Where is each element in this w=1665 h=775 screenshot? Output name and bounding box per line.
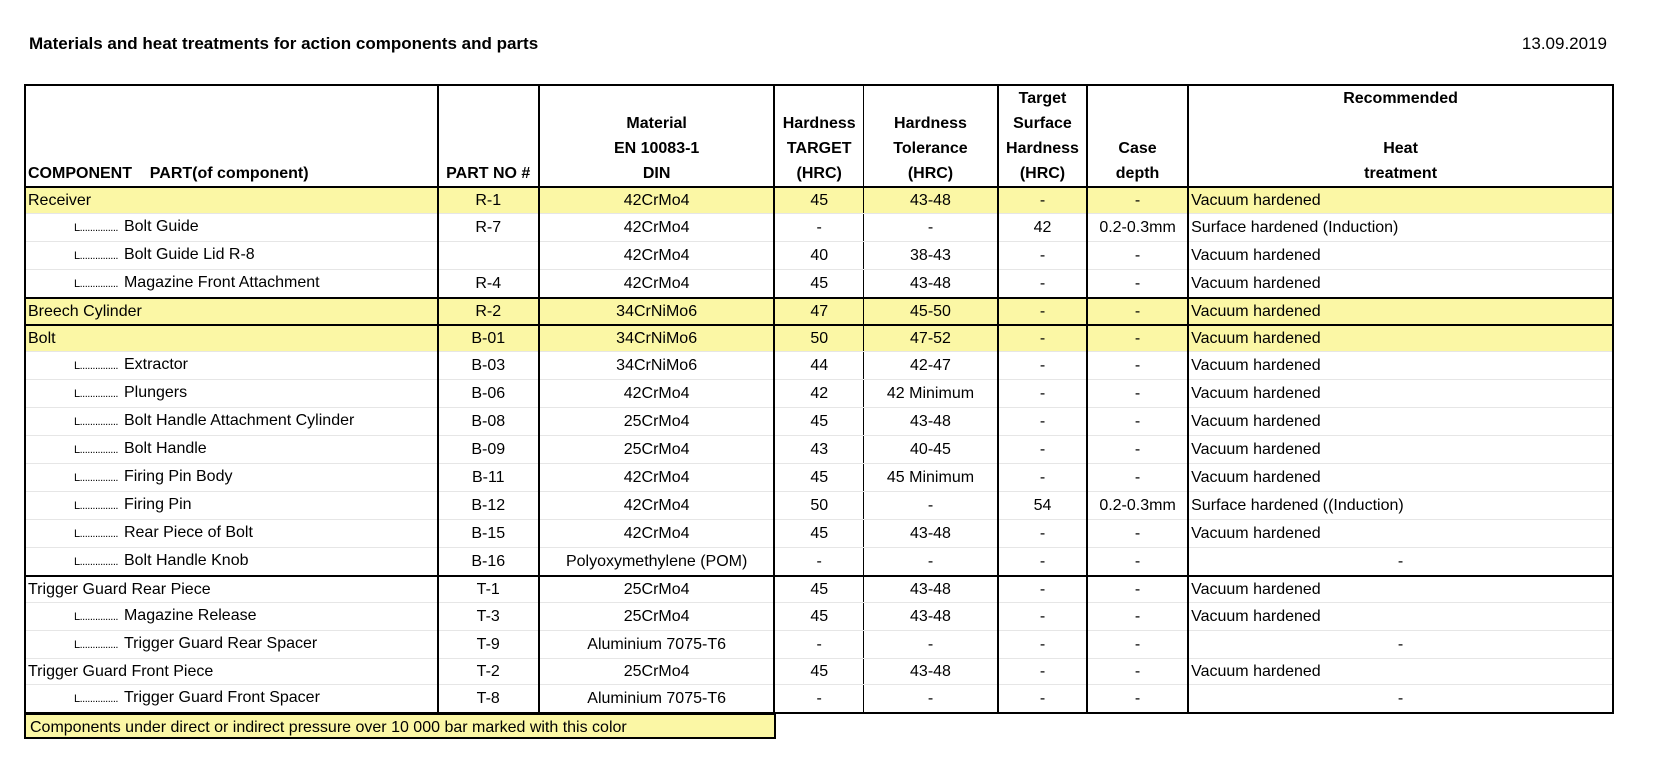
part-name-cell [25,380,438,408]
part-name-cell [25,520,438,548]
part-no-cell: B-03 [438,352,539,380]
part-name-cell [25,685,438,714]
material-cell: 25CrMo4 [539,408,775,436]
heat-treatment-cell: Vacuum hardened [1188,408,1613,436]
hardness-tolerance-cell: - [863,214,998,242]
row-name: Firing Pin [123,496,192,513]
table-row [25,352,1613,380]
table-row [25,685,1613,714]
case-depth-cell: - [1087,685,1188,714]
hardness-tolerance-cell: 45-50 [863,298,998,325]
part-no-cell: T-1 [438,576,539,603]
material-cell: 42CrMo4 [539,187,775,214]
heat-treatment-cell: Surface hardened (Induction) [1188,214,1613,242]
row-name: Bolt Handle Attachment Cylinder [123,412,355,429]
material-cell: Polyoxymethylene (POM) [539,548,775,577]
part-name-cell [25,214,438,242]
heat-treatment-cell: Surface hardened ((Induction) [1188,492,1613,520]
heat-treatment-cell: Vacuum hardened [1188,436,1613,464]
row-name: Bolt Handle [123,440,207,457]
hardness-tolerance-cell: 43-48 [863,270,998,299]
hardness-target-cell: 45 [774,187,863,214]
hardness-target-cell: 45 [774,408,863,436]
case-depth-cell: - [1087,603,1188,631]
part-name-cell [25,631,438,659]
hardness-tolerance-cell: 43-48 [863,576,998,603]
subpart-prefix: L............... [74,388,118,400]
table-row [25,548,1613,577]
case-depth-cell: 0.2-0.3mm [1087,492,1188,520]
case-depth-cell: - [1087,520,1188,548]
surface-hardness-cell: 54 [998,492,1087,520]
header-surface-hardness: Target Surface Hardness (HRC) [998,85,1087,187]
table-row [25,325,1613,352]
part-no-cell: R-7 [438,214,539,242]
part-name-cell [25,492,438,520]
row-name: Plungers [123,384,188,401]
part-no-cell: R-4 [438,270,539,299]
surface-hardness-cell: - [998,380,1087,408]
case-depth-cell: - [1087,659,1188,685]
hardness-tolerance-cell: 38-43 [863,242,998,270]
highlight-legend: Components under direct or indirect pressure over 10 000 bar marked with this color [24,713,776,739]
part-name-cell [25,408,438,436]
heat-treatment-cell: Vacuum hardened [1188,270,1613,299]
subpart-prefix: L............... [74,472,118,484]
surface-hardness-cell: - [998,659,1087,685]
heat-treatment-cell: - [1188,548,1613,577]
part-no-cell: B-15 [438,520,539,548]
hardness-tolerance-cell: - [863,492,998,520]
hardness-tolerance-cell: 40-45 [863,436,998,464]
part-no-cell: B-11 [438,464,539,492]
material-cell: 42CrMo4 [539,214,775,242]
hardness-target-cell: 44 [774,352,863,380]
surface-hardness-cell: - [998,436,1087,464]
surface-hardness-cell: - [998,603,1087,631]
table-row [25,659,1613,685]
materials-table [24,84,1614,714]
surface-hardness-cell: - [998,408,1087,436]
heat-treatment-cell: Vacuum hardened [1188,242,1613,270]
header-component-part [25,85,438,187]
row-name: Bolt [28,330,56,347]
table-row [25,270,1613,299]
hardness-target-cell: 45 [774,520,863,548]
subpart-prefix: L............... [74,250,118,262]
subpart-prefix: L............... [74,556,118,568]
table-body [25,187,1613,713]
header-hardness-target: Hardness TARGET (HRC) [774,85,863,187]
case-depth-cell: - [1087,548,1188,577]
heat-treatment-cell: Vacuum hardened [1188,352,1613,380]
header-hardness-tolerance: Hardness Tolerance (HRC) [863,85,998,187]
table-row [25,464,1613,492]
table-row [25,242,1613,270]
table-row [25,492,1613,520]
material-cell: 25CrMo4 [539,603,775,631]
part-no-cell: B-16 [438,548,539,577]
surface-hardness-cell: 42 [998,214,1087,242]
material-cell: 42CrMo4 [539,242,775,270]
case-depth-cell: - [1087,325,1188,352]
component-name-cell [25,298,438,325]
hardness-tolerance-cell: 42 Minimum [863,380,998,408]
hardness-target-cell: - [774,548,863,577]
case-depth-cell: - [1087,352,1188,380]
material-cell: 34CrNiMo6 [539,298,775,325]
case-depth-cell: - [1087,464,1188,492]
part-no-cell: T-8 [438,685,539,714]
part-no-cell: B-09 [438,436,539,464]
material-cell: Aluminium 7075-T6 [539,631,775,659]
table-row [25,603,1613,631]
hardness-tolerance-cell: 43-48 [863,187,998,214]
hardness-tolerance-cell: 43-48 [863,408,998,436]
hardness-target-cell: 45 [774,603,863,631]
header-part-no: PART NO # [438,85,539,187]
hardness-tolerance-cell: 43-48 [863,520,998,548]
heat-treatment-cell: Vacuum hardened [1188,380,1613,408]
material-cell: 42CrMo4 [539,520,775,548]
material-cell: Aluminium 7075-T6 [539,685,775,714]
hardness-tolerance-cell: - [863,631,998,659]
hardness-target-cell: - [774,631,863,659]
part-name-cell [25,464,438,492]
table-row [25,520,1613,548]
table-row [25,298,1613,325]
component-name-cell [25,659,438,685]
row-name: Bolt Handle Knob [123,552,249,569]
surface-hardness-cell: - [998,631,1087,659]
table-row [25,436,1613,464]
hardness-target-cell: 43 [774,436,863,464]
table-row [25,408,1613,436]
row-name: Rear Piece of Bolt [123,524,253,541]
hardness-target-cell: 45 [774,464,863,492]
row-name: Trigger Guard Front Piece [28,663,214,680]
hardness-tolerance-cell: - [863,548,998,577]
hardness-tolerance-cell: 47-52 [863,325,998,352]
case-depth-cell: - [1087,270,1188,299]
header-part: PART(of component) [149,165,309,182]
hardness-target-cell: 42 [774,380,863,408]
row-name: Receiver [28,192,92,209]
surface-hardness-cell: - [998,464,1087,492]
part-no-cell: T-2 [438,659,539,685]
subpart-prefix: L............... [74,500,118,512]
surface-hardness-cell: - [998,325,1087,352]
part-no-cell: B-01 [438,325,539,352]
case-depth-cell: - [1087,631,1188,659]
table-row [25,187,1613,214]
hardness-target-cell: 47 [774,298,863,325]
heat-treatment-cell: Vacuum hardened [1188,298,1613,325]
material-cell: 34CrNiMo6 [539,352,775,380]
heat-treatment-cell: - [1188,631,1613,659]
table-header-row [25,85,1613,187]
hardness-target-cell: - [774,685,863,714]
header-material: Material EN 10083-1 DIN [539,85,775,187]
subpart-prefix: L............... [74,444,118,456]
part-no-cell: B-08 [438,408,539,436]
material-cell: 42CrMo4 [539,492,775,520]
part-no-cell: R-2 [438,298,539,325]
case-depth-cell: - [1087,380,1188,408]
row-name: Breech Cylinder [28,303,142,320]
material-cell: 34CrNiMo6 [539,325,775,352]
surface-hardness-cell: - [998,548,1087,577]
header-case-depth: Case depth [1087,85,1188,187]
surface-hardness-cell: - [998,520,1087,548]
table-row [25,576,1613,603]
surface-hardness-cell: - [998,187,1087,214]
heat-treatment-cell: Vacuum hardened [1188,659,1613,685]
row-name: Trigger Guard Rear Spacer [123,635,318,652]
subpart-prefix: L............... [74,693,118,705]
surface-hardness-cell: - [998,298,1087,325]
case-depth-cell: 0.2-0.3mm [1087,214,1188,242]
hardness-tolerance-cell: 43-48 [863,659,998,685]
material-cell: 42CrMo4 [539,380,775,408]
heat-treatment-cell: Vacuum hardened [1188,325,1613,352]
surface-hardness-cell: - [998,352,1087,380]
case-depth-cell: - [1087,436,1188,464]
part-no-cell: B-06 [438,380,539,408]
page-title: Materials and heat treatments for action components and parts [29,34,539,53]
heat-treatment-cell: Vacuum hardened [1188,187,1613,214]
part-no-cell: R-1 [438,187,539,214]
row-name: Bolt Guide [123,218,199,235]
hardness-target-cell: 50 [774,492,863,520]
hardness-target-cell: 50 [774,325,863,352]
hardness-target-cell: 40 [774,242,863,270]
material-cell: 42CrMo4 [539,270,775,299]
material-cell: 25CrMo4 [539,436,775,464]
row-name: Trigger Guard Rear Piece [28,581,211,598]
row-name: Firing Pin Body [123,468,233,485]
row-name: Magazine Front Attachment [123,274,320,291]
table-row [25,631,1613,659]
case-depth-cell: - [1087,187,1188,214]
table-row [25,380,1613,408]
row-name: Bolt Guide Lid R-8 [123,246,255,263]
material-cell: 25CrMo4 [539,659,775,685]
subpart-prefix: L............... [74,528,118,540]
surface-hardness-cell: - [998,242,1087,270]
case-depth-cell: - [1087,408,1188,436]
hardness-target-cell: 45 [774,659,863,685]
part-name-cell [25,270,438,299]
material-cell: 25CrMo4 [539,576,775,603]
material-cell: 42CrMo4 [539,464,775,492]
header-component: COMPONENT [28,165,132,182]
document-date: 13.09.2019 [1521,34,1607,53]
hardness-target-cell: - [774,214,863,242]
row-name: Trigger Guard Front Spacer [123,689,320,706]
subpart-prefix: L............... [74,278,118,290]
subpart-prefix: L............... [74,360,118,372]
subpart-prefix: L............... [74,611,118,623]
part-no-cell: T-3 [438,603,539,631]
hardness-tolerance-cell: 45 Minimum [863,464,998,492]
subpart-prefix: L............... [74,222,118,234]
hardness-tolerance-cell: - [863,685,998,714]
surface-hardness-cell: - [998,270,1087,299]
part-no-cell [438,242,539,270]
case-depth-cell: - [1087,242,1188,270]
heat-treatment-cell: Vacuum hardened [1188,576,1613,603]
row-name: Magazine Release [123,607,257,624]
row-name: Extractor [123,356,188,373]
case-depth-cell: - [1087,576,1188,603]
table-row [25,214,1613,242]
component-name-cell [25,187,438,214]
hardness-tolerance-cell: 43-48 [863,603,998,631]
surface-hardness-cell: - [998,685,1087,714]
hardness-tolerance-cell: 42-47 [863,352,998,380]
part-name-cell [25,548,438,577]
component-name-cell [25,576,438,603]
heat-treatment-cell: Vacuum hardened [1188,464,1613,492]
surface-hardness-cell: - [998,576,1087,603]
heat-treatment-cell: - [1188,685,1613,714]
part-name-cell [25,242,438,270]
part-name-cell [25,352,438,380]
heat-treatment-cell: Vacuum hardened [1188,520,1613,548]
subpart-prefix: L............... [74,416,118,428]
case-depth-cell: - [1087,298,1188,325]
part-name-cell [25,436,438,464]
hardness-target-cell: 45 [774,270,863,299]
heat-treatment-cell: Vacuum hardened [1188,603,1613,631]
part-no-cell: T-9 [438,631,539,659]
part-name-cell [25,603,438,631]
subpart-prefix: L............... [74,639,118,651]
hardness-target-cell: 45 [774,576,863,603]
component-name-cell [25,325,438,352]
part-no-cell: B-12 [438,492,539,520]
header-heat-treatment: Recommended Heat treatment [1188,85,1613,187]
